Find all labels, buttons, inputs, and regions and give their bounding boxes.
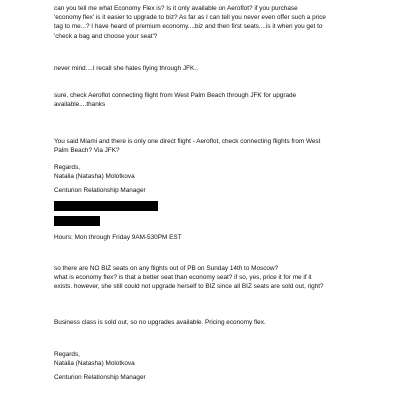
text-line: available....thanks <box>54 101 106 109</box>
message-question-economy-flex <box>54 4 326 41</box>
text-line: exists. however, she still could not upgrade herself to BIZ since all BIZ seats are sold out, right? <box>54 283 324 291</box>
text-line: can you tell me what Economy Flex is? Is it only available on Aeroflot? if you purchase <box>54 5 298 12</box>
signature-regards: Regards, <box>54 164 80 171</box>
signature-name: Natalia (Natasha) Molotkova <box>54 173 135 181</box>
text-line: You said Miami and there is only one direct flight - Aeroflot, check connecting flights from West <box>54 138 321 145</box>
signature-1 <box>54 163 135 181</box>
text-line: what is economy flex? is that a better seat than economy seat? if so, yes, price it for me if it <box>54 274 312 282</box>
signature-title: Centurion Relationship Manager <box>54 187 146 194</box>
text-line: never mind....I recall she hates flying through JFK.. <box>54 65 198 72</box>
signature-2-title <box>54 373 146 382</box>
text-line: tag to me...? I have heard of premium economy....biz and then first seats....is it when you get to <box>54 23 323 31</box>
text-line: so there are NO BIZ seats on any flights out of PB on Sunday 14th to Moscow? <box>54 265 279 272</box>
signature-1-title <box>54 186 146 195</box>
text-line: Palm Beach? Via JFK? <box>54 147 120 155</box>
text-line: 'economy flex' is it easier to upgrade to biz? As far as I can tell you never even offer such a price <box>54 14 326 22</box>
text-line: 'check a bag and choose your seat'? <box>54 32 158 40</box>
message-check-aeroflot <box>54 91 296 109</box>
signature-name: Natalia (Natasha) Molotkova <box>54 360 135 368</box>
text-line: Business class is sold out, so no upgrades available. Pricing economy flex. <box>54 319 266 326</box>
redaction-bar <box>54 201 158 211</box>
text-line: Hours: Mon through Friday 9AM-530PM EST <box>54 234 182 241</box>
message-no-biz-seats <box>54 264 324 292</box>
message-jfk-note <box>54 64 198 73</box>
reply-business-sold-out <box>54 318 266 327</box>
redaction-bar <box>54 216 100 226</box>
reply-miami-direct-flight <box>54 137 320 155</box>
hours-line <box>54 233 182 242</box>
signature-title: Centurion Relationship Manager <box>54 374 146 381</box>
signature-regards: Regards, <box>54 351 80 358</box>
text-line: sure, check Aeroflot connecting flight from West Palm Beach through JFK for upgrade <box>54 92 297 99</box>
signature-2 <box>54 350 135 368</box>
